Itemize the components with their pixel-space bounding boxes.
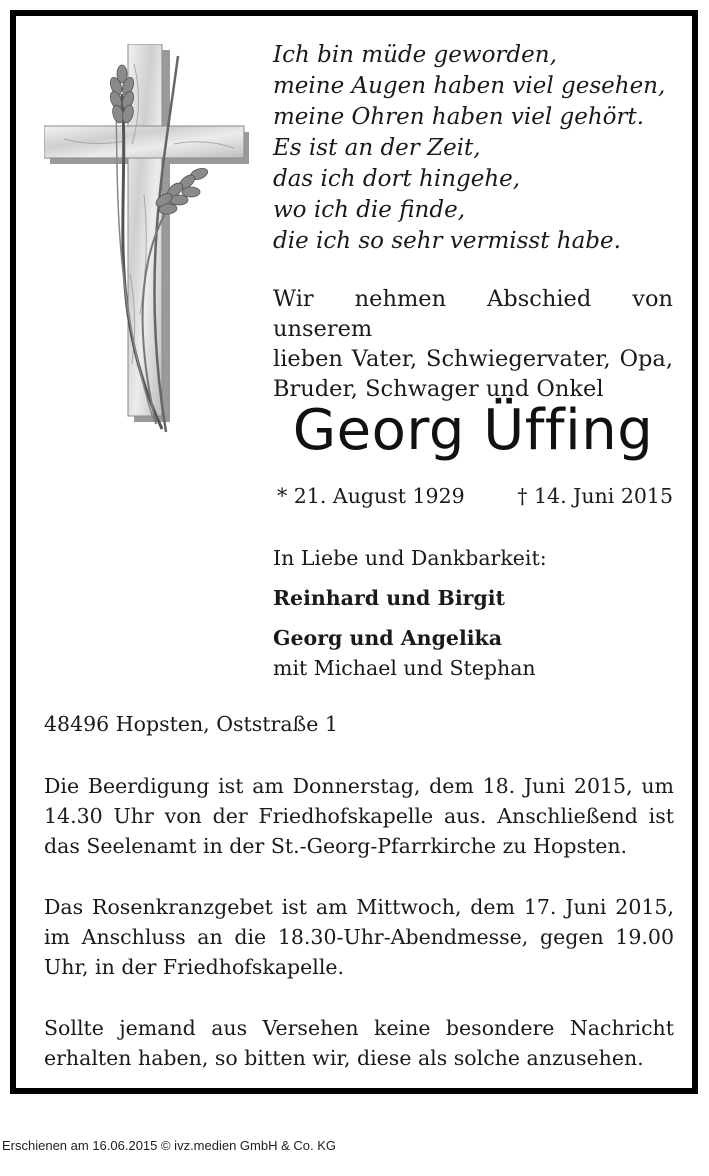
mourner-children: mit Michael und Stephan [273,656,536,680]
poem [273,40,673,257]
funeral-paragraph [44,771,674,861]
mourners-heading: In Liebe und Dankbarkeit: [273,546,547,570]
rosary-paragraph [44,892,674,982]
mourner-couple: Reinhard und Birgit [273,586,506,610]
paragraph-line: im Anschluss an die 18.30-Uhr-Abendmesse, gegen 19.00 [44,925,674,949]
paragraph-line: 14.30 Uhr von der Friedhofskapelle aus. Anschließend ist [44,804,674,828]
poem-line: meine Augen haben viel gesehen, [273,73,666,99]
paragraph-line: Uhr, in der Friedhofskapelle. [44,955,345,979]
birth-date: * 21. August 1929 [277,484,465,508]
paragraph-line: Sollte jemand aus Versehen keine besondere Nachricht [44,1016,674,1040]
cross-with-wheat-image [44,44,249,454]
address: 48496 Hopsten, Oststraße 1 [44,712,338,736]
mourners [273,543,673,683]
farewell-intro [273,284,673,404]
poem-line: Ich bin müde geworden, [273,42,557,68]
intro-line: Bruder, Schwager und Onkel [273,376,604,402]
intro-line: Wir nehmen Abschied von unserem [273,286,673,342]
obituary-frame [10,10,698,1094]
paragraph-line: Die Beerdigung ist am Donnerstag, dem 18. Juni 2015, um [44,774,674,798]
poem-line: Es ist an der Zeit, [273,135,481,161]
poem-line: die ich so sehr vermisst habe. [273,228,621,254]
mourner-couple: Georg und Angelika [273,626,503,650]
paragraph-line: Das Rosenkranzgebet ist am Mittwoch, dem 17. Juni 2015, [44,895,674,919]
intro-line: lieben Vater, Schwiegervater, Opa, [273,346,673,372]
deceased-name: Georg Üffing [292,398,654,463]
notice-paragraph [44,1013,674,1073]
publication-footer: Erschienen am 16.06.2015 © ivz.medien GmbH & Co. KG [2,1138,337,1153]
paragraph-line: erhalten haben, so bitten wir, diese als solche anzusehen. [44,1046,644,1070]
poem-line: wo ich die finde, [273,197,466,223]
paragraph-line: das Seelenamt in der St.-Georg-Pfarrkirche zu Hopsten. [44,834,628,858]
poem-line: das ich dort hingehe, [273,166,521,192]
poem-line: meine Ohren haben viel gehört. [273,104,645,130]
death-date: † 14. Juni 2015 [517,484,673,508]
